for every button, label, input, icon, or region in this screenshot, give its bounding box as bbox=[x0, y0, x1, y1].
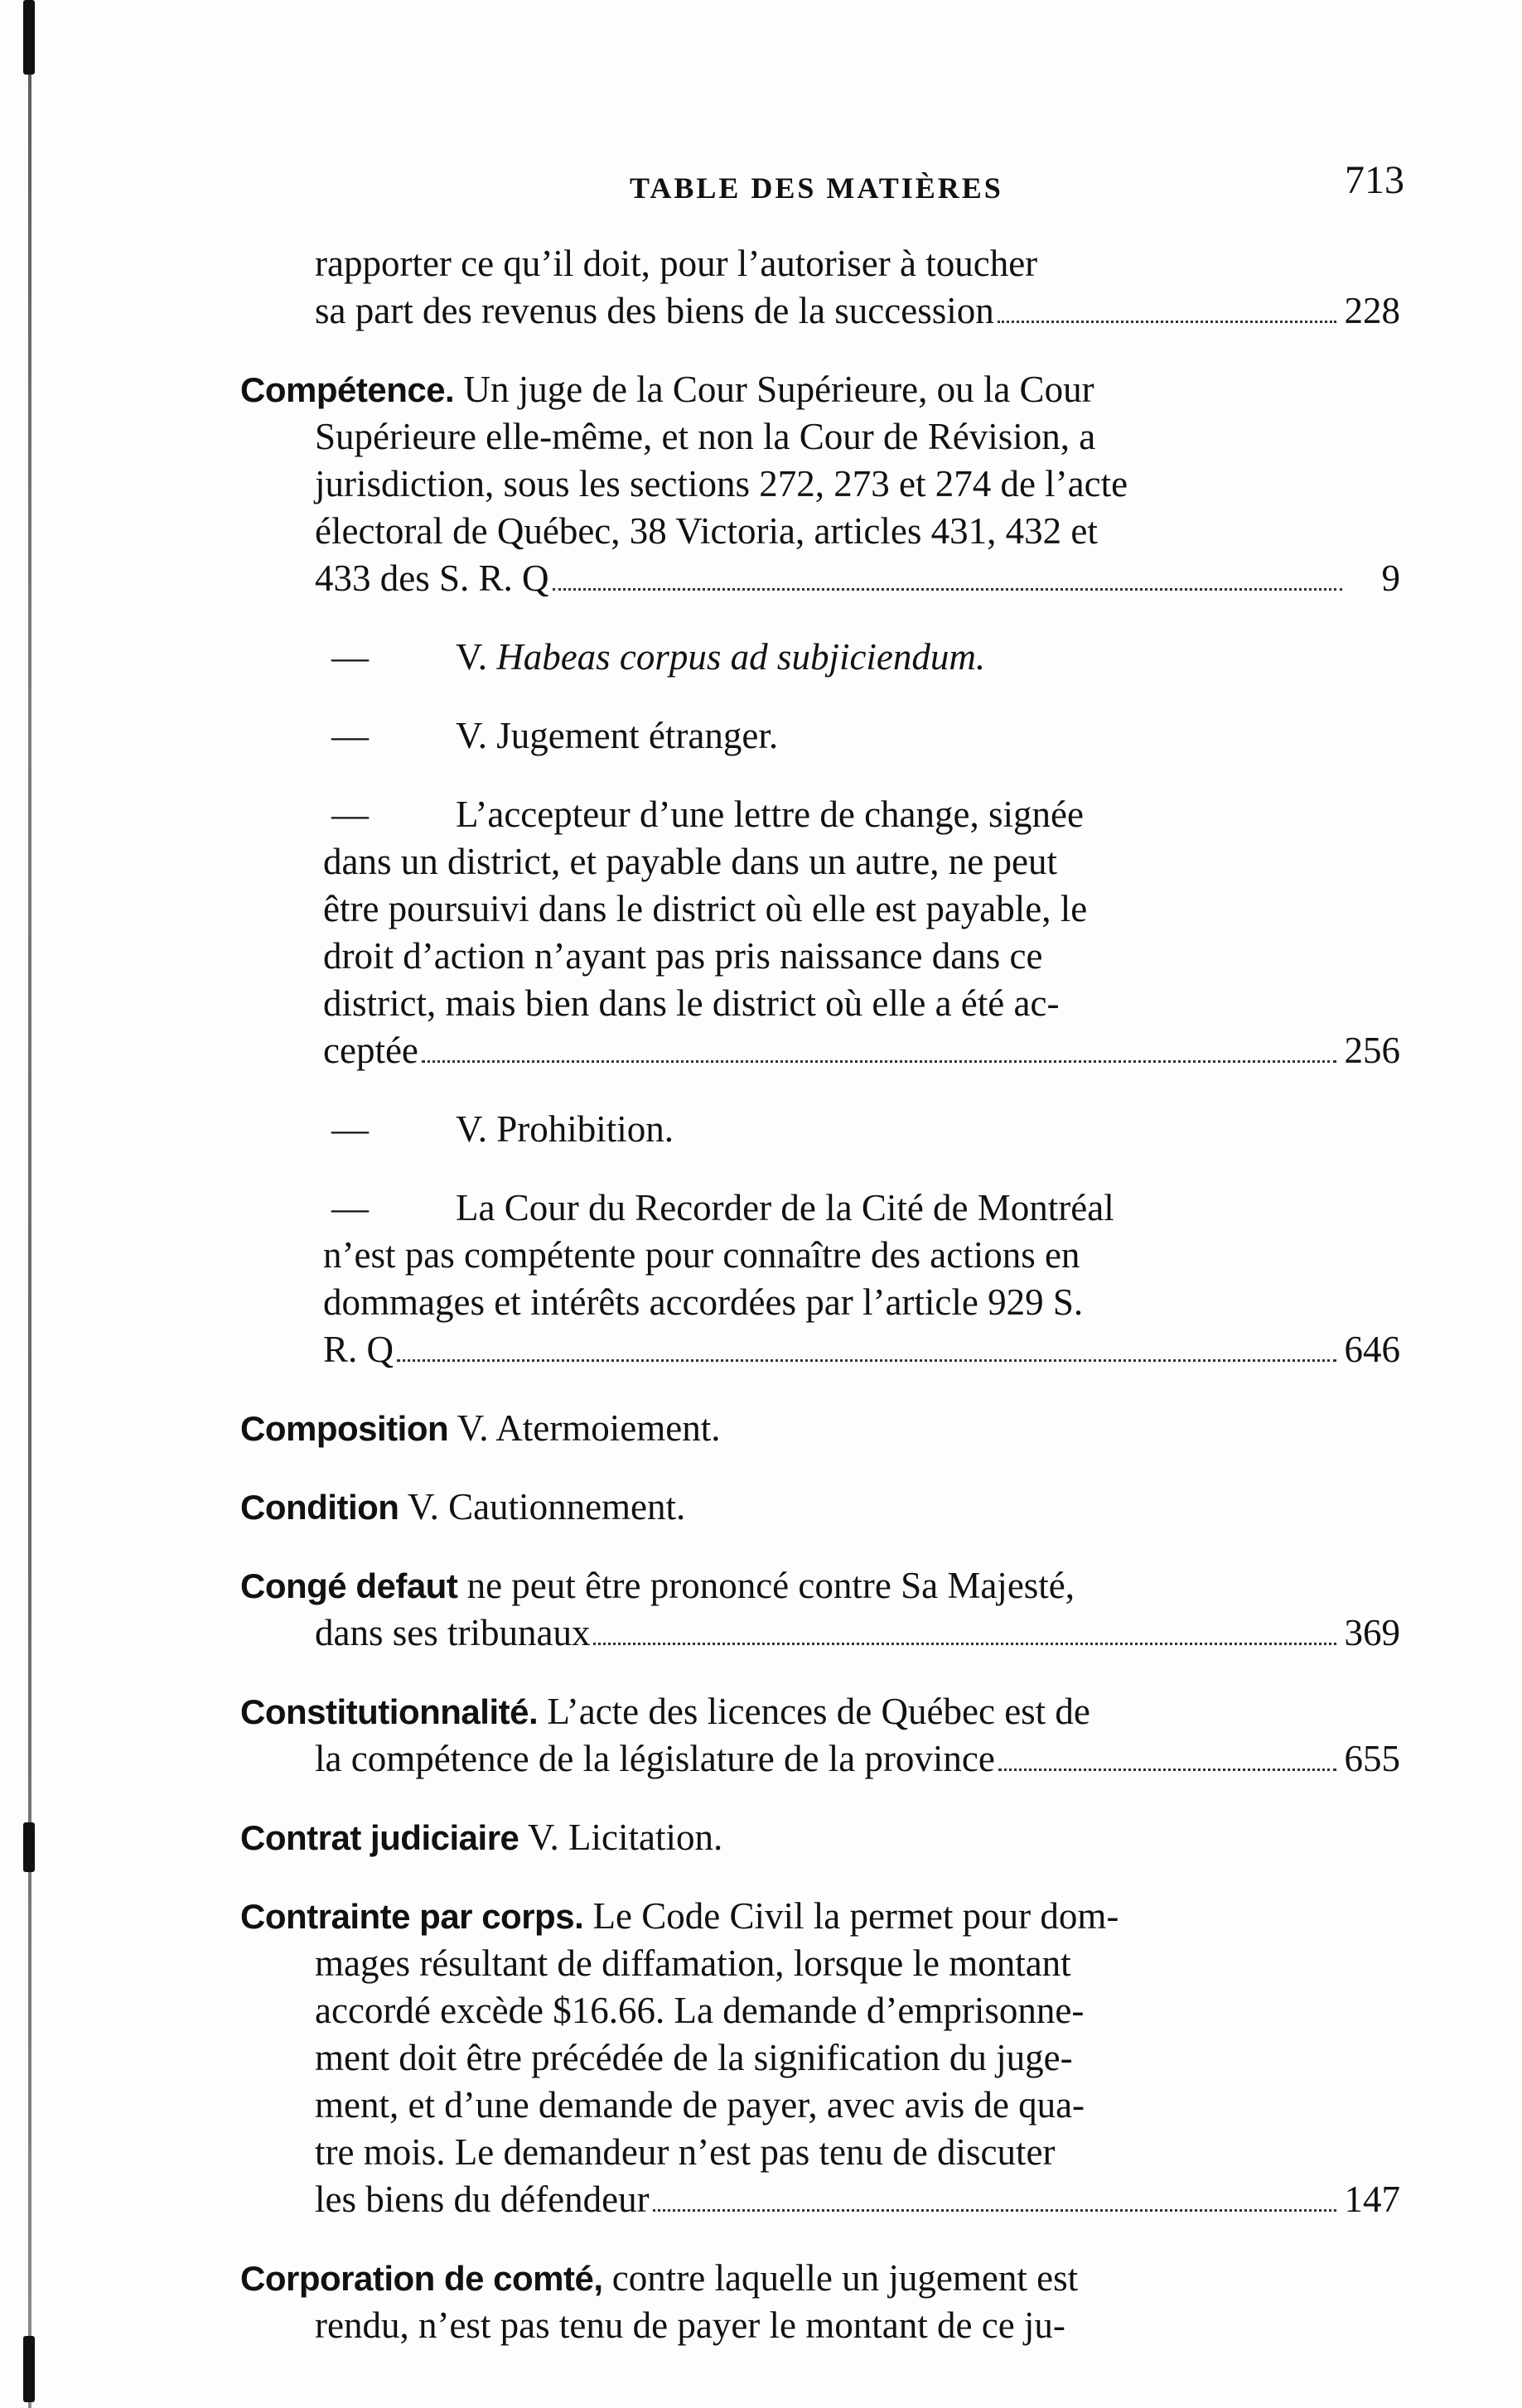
entry-line: les biens du défendeur bbox=[315, 2179, 650, 2220]
entry-line: mages résultant de diffamation, lorsque le montant bbox=[315, 1942, 1071, 1984]
page-reference: 646 bbox=[1344, 1329, 1400, 1370]
entry-line: n’est pas compétente pour connaître des actions en bbox=[323, 1234, 1080, 1276]
entry-head bbox=[240, 1484, 1400, 1531]
leader-line bbox=[240, 1735, 1400, 1783]
dot-leader bbox=[397, 1359, 1336, 1362]
subentry-line bbox=[240, 634, 1400, 681]
cross-reference: V. Jugement étranger. bbox=[456, 715, 779, 756]
entry-line: ne peut être prononcé contre Sa Majesté, bbox=[466, 1565, 1075, 1606]
spine-mark-bottom bbox=[23, 2336, 35, 2402]
leader-line bbox=[240, 1609, 1400, 1657]
entry-line: sa part des revenus des biens de la succession bbox=[315, 290, 994, 331]
entry-line: tre mois. Le demandeur n’est pas tenu de discuter bbox=[315, 2131, 1056, 2173]
entry-composition bbox=[240, 1405, 1400, 1452]
entry-line: contre laquelle un jugement est bbox=[611, 2257, 1079, 2299]
index-term: Constitutionnalité. bbox=[240, 1692, 539, 1731]
entry-corporation-de-comte bbox=[240, 2255, 1400, 2349]
entry-head bbox=[240, 1688, 1400, 1735]
index-term: Corporation de comté, bbox=[240, 2259, 603, 2298]
entry-line: dans un district, et payable dans un autre, ne peut bbox=[323, 841, 1057, 882]
cross-reference: V. Licitation. bbox=[527, 1817, 723, 1858]
entry-line: droit d’action n’ayant pas pris naissance dans ce bbox=[323, 935, 1043, 977]
index-term: Contrainte par corps. bbox=[240, 1897, 584, 1936]
dot-leader bbox=[553, 588, 1342, 591]
page-reference: 147 bbox=[1344, 2179, 1400, 2220]
book-spine-edge bbox=[28, 0, 31, 2408]
entry-line: ment, et d’une demande de payer, avec avis de qua- bbox=[315, 2084, 1085, 2126]
entry-line: accordé excède $16.66. La demande d’emprisonne- bbox=[315, 1990, 1085, 2031]
dot-leader bbox=[998, 321, 1336, 323]
entry-head bbox=[240, 1893, 1400, 1940]
entry-line: rendu, n’est pas tenu de payer le montant de ce ju- bbox=[315, 2304, 1065, 2346]
leader-line bbox=[240, 555, 1400, 602]
subentry-line bbox=[240, 712, 1400, 760]
entry-head bbox=[240, 1814, 1400, 1861]
em-dash: — bbox=[331, 794, 369, 835]
dot-leader bbox=[593, 1643, 1336, 1645]
dot-leader bbox=[998, 1769, 1336, 1771]
entry-contrainte-par-corps bbox=[240, 1893, 1400, 2223]
entry-line: rapporter ce qu’il doit, pour l’autoriser à toucher bbox=[315, 243, 1038, 284]
entry-line: dommages et intérêts accordées par l’article 929 S. bbox=[323, 1281, 1084, 1323]
leader-line bbox=[315, 287, 1400, 335]
entry-line: électoral de Québec, 38 Victoria, articles 431, 432 et bbox=[315, 510, 1098, 552]
entry-competence bbox=[240, 366, 1400, 602]
entry-line: 433 des S. R. Q bbox=[315, 557, 549, 599]
leader-line bbox=[240, 1027, 1400, 1074]
page-reference: 228 bbox=[1344, 290, 1400, 331]
em-dash: — bbox=[331, 1187, 369, 1228]
entry-line: dans ses tribunaux bbox=[315, 1612, 591, 1653]
see-prefix: V. bbox=[456, 636, 487, 678]
page-number: 713 bbox=[1345, 158, 1404, 202]
subentry-line bbox=[240, 1185, 1400, 1232]
dot-leader bbox=[653, 2209, 1336, 2212]
entry-head bbox=[240, 366, 1400, 413]
entry-line: R. Q bbox=[323, 1329, 394, 1370]
entry-line: Supérieure elle-même, et non la Cour de Révision, a bbox=[315, 416, 1096, 457]
leader-line bbox=[240, 1326, 1400, 1373]
entry-line: ceptée bbox=[323, 1030, 418, 1071]
spine-mark-top bbox=[23, 0, 35, 75]
entry-head bbox=[240, 1405, 1400, 1452]
entry-head bbox=[240, 2255, 1400, 2302]
entry-line: la compétence de la législature de la province bbox=[315, 1738, 995, 1779]
entry-line: être poursuivi dans le district où elle est payable, le bbox=[323, 888, 1088, 929]
subentry-line bbox=[240, 1106, 1400, 1153]
page-reference: 369 bbox=[1344, 1612, 1400, 1653]
cross-reference: V. Prohibition. bbox=[456, 1108, 674, 1150]
page-reference: 655 bbox=[1344, 1738, 1400, 1779]
entry-continuation bbox=[240, 240, 1400, 335]
subentry-accepteur bbox=[240, 791, 1400, 1074]
entry-line: La Cour du Recorder de la Cité de Montréal bbox=[456, 1187, 1114, 1228]
entry-line: L’acte des licences de Québec est de bbox=[547, 1691, 1090, 1732]
page-reference: 256 bbox=[1344, 1030, 1400, 1071]
subentry-cour-du-recorder bbox=[240, 1185, 1400, 1373]
index-term: Contrat judiciaire bbox=[240, 1818, 519, 1857]
entry-line: L’accepteur d’une lettre de change, signée bbox=[456, 794, 1084, 835]
index-term: Condition bbox=[240, 1488, 399, 1527]
index-term: Compétence. bbox=[240, 370, 455, 409]
subentry-habeas-corpus bbox=[240, 634, 1400, 681]
em-dash: — bbox=[331, 636, 369, 678]
running-title: TABLE DES MATIÈRES bbox=[630, 171, 1003, 205]
subentry-jugement-etranger bbox=[240, 712, 1400, 760]
entry-condition bbox=[240, 1484, 1400, 1531]
subentry-prohibition bbox=[240, 1106, 1400, 1153]
em-dash: — bbox=[331, 1108, 369, 1150]
entry-line: jurisdiction, sous les sections 272, 273 et 274 de l’acte bbox=[315, 463, 1128, 504]
index-content bbox=[240, 240, 1400, 2381]
em-dash: — bbox=[331, 715, 369, 756]
entry-line: ment doit être précédée de la signification du juge- bbox=[315, 2037, 1073, 2078]
index-term: Composition bbox=[240, 1409, 449, 1448]
entry-conge-defaut bbox=[240, 1562, 1400, 1657]
entry-head bbox=[240, 1562, 1400, 1609]
cross-reference: V. Cautionnement. bbox=[407, 1486, 686, 1527]
entry-contrat-judiciaire bbox=[240, 1814, 1400, 1861]
entry-constitutionnalite bbox=[240, 1688, 1400, 1783]
entry-line: district, mais bien dans le district où elle a été ac- bbox=[323, 982, 1060, 1024]
index-term: Congé defaut bbox=[240, 1566, 458, 1605]
spine-mark-middle bbox=[23, 1822, 35, 1872]
leader-line bbox=[240, 2176, 1400, 2223]
cross-reference: Habeas corpus ad subjiciendum. bbox=[496, 636, 986, 678]
entry-line: Un juge de la Cour Supérieure, ou la Cour bbox=[463, 369, 1094, 410]
subentry-line bbox=[240, 791, 1400, 838]
page-header bbox=[315, 157, 1404, 215]
entry-line: Le Code Civil la permet pour dom- bbox=[592, 1895, 1119, 1937]
cross-reference: V. Atermoiement. bbox=[457, 1407, 721, 1449]
page-reference: 9 bbox=[1381, 557, 1400, 599]
dot-leader bbox=[422, 1060, 1336, 1063]
